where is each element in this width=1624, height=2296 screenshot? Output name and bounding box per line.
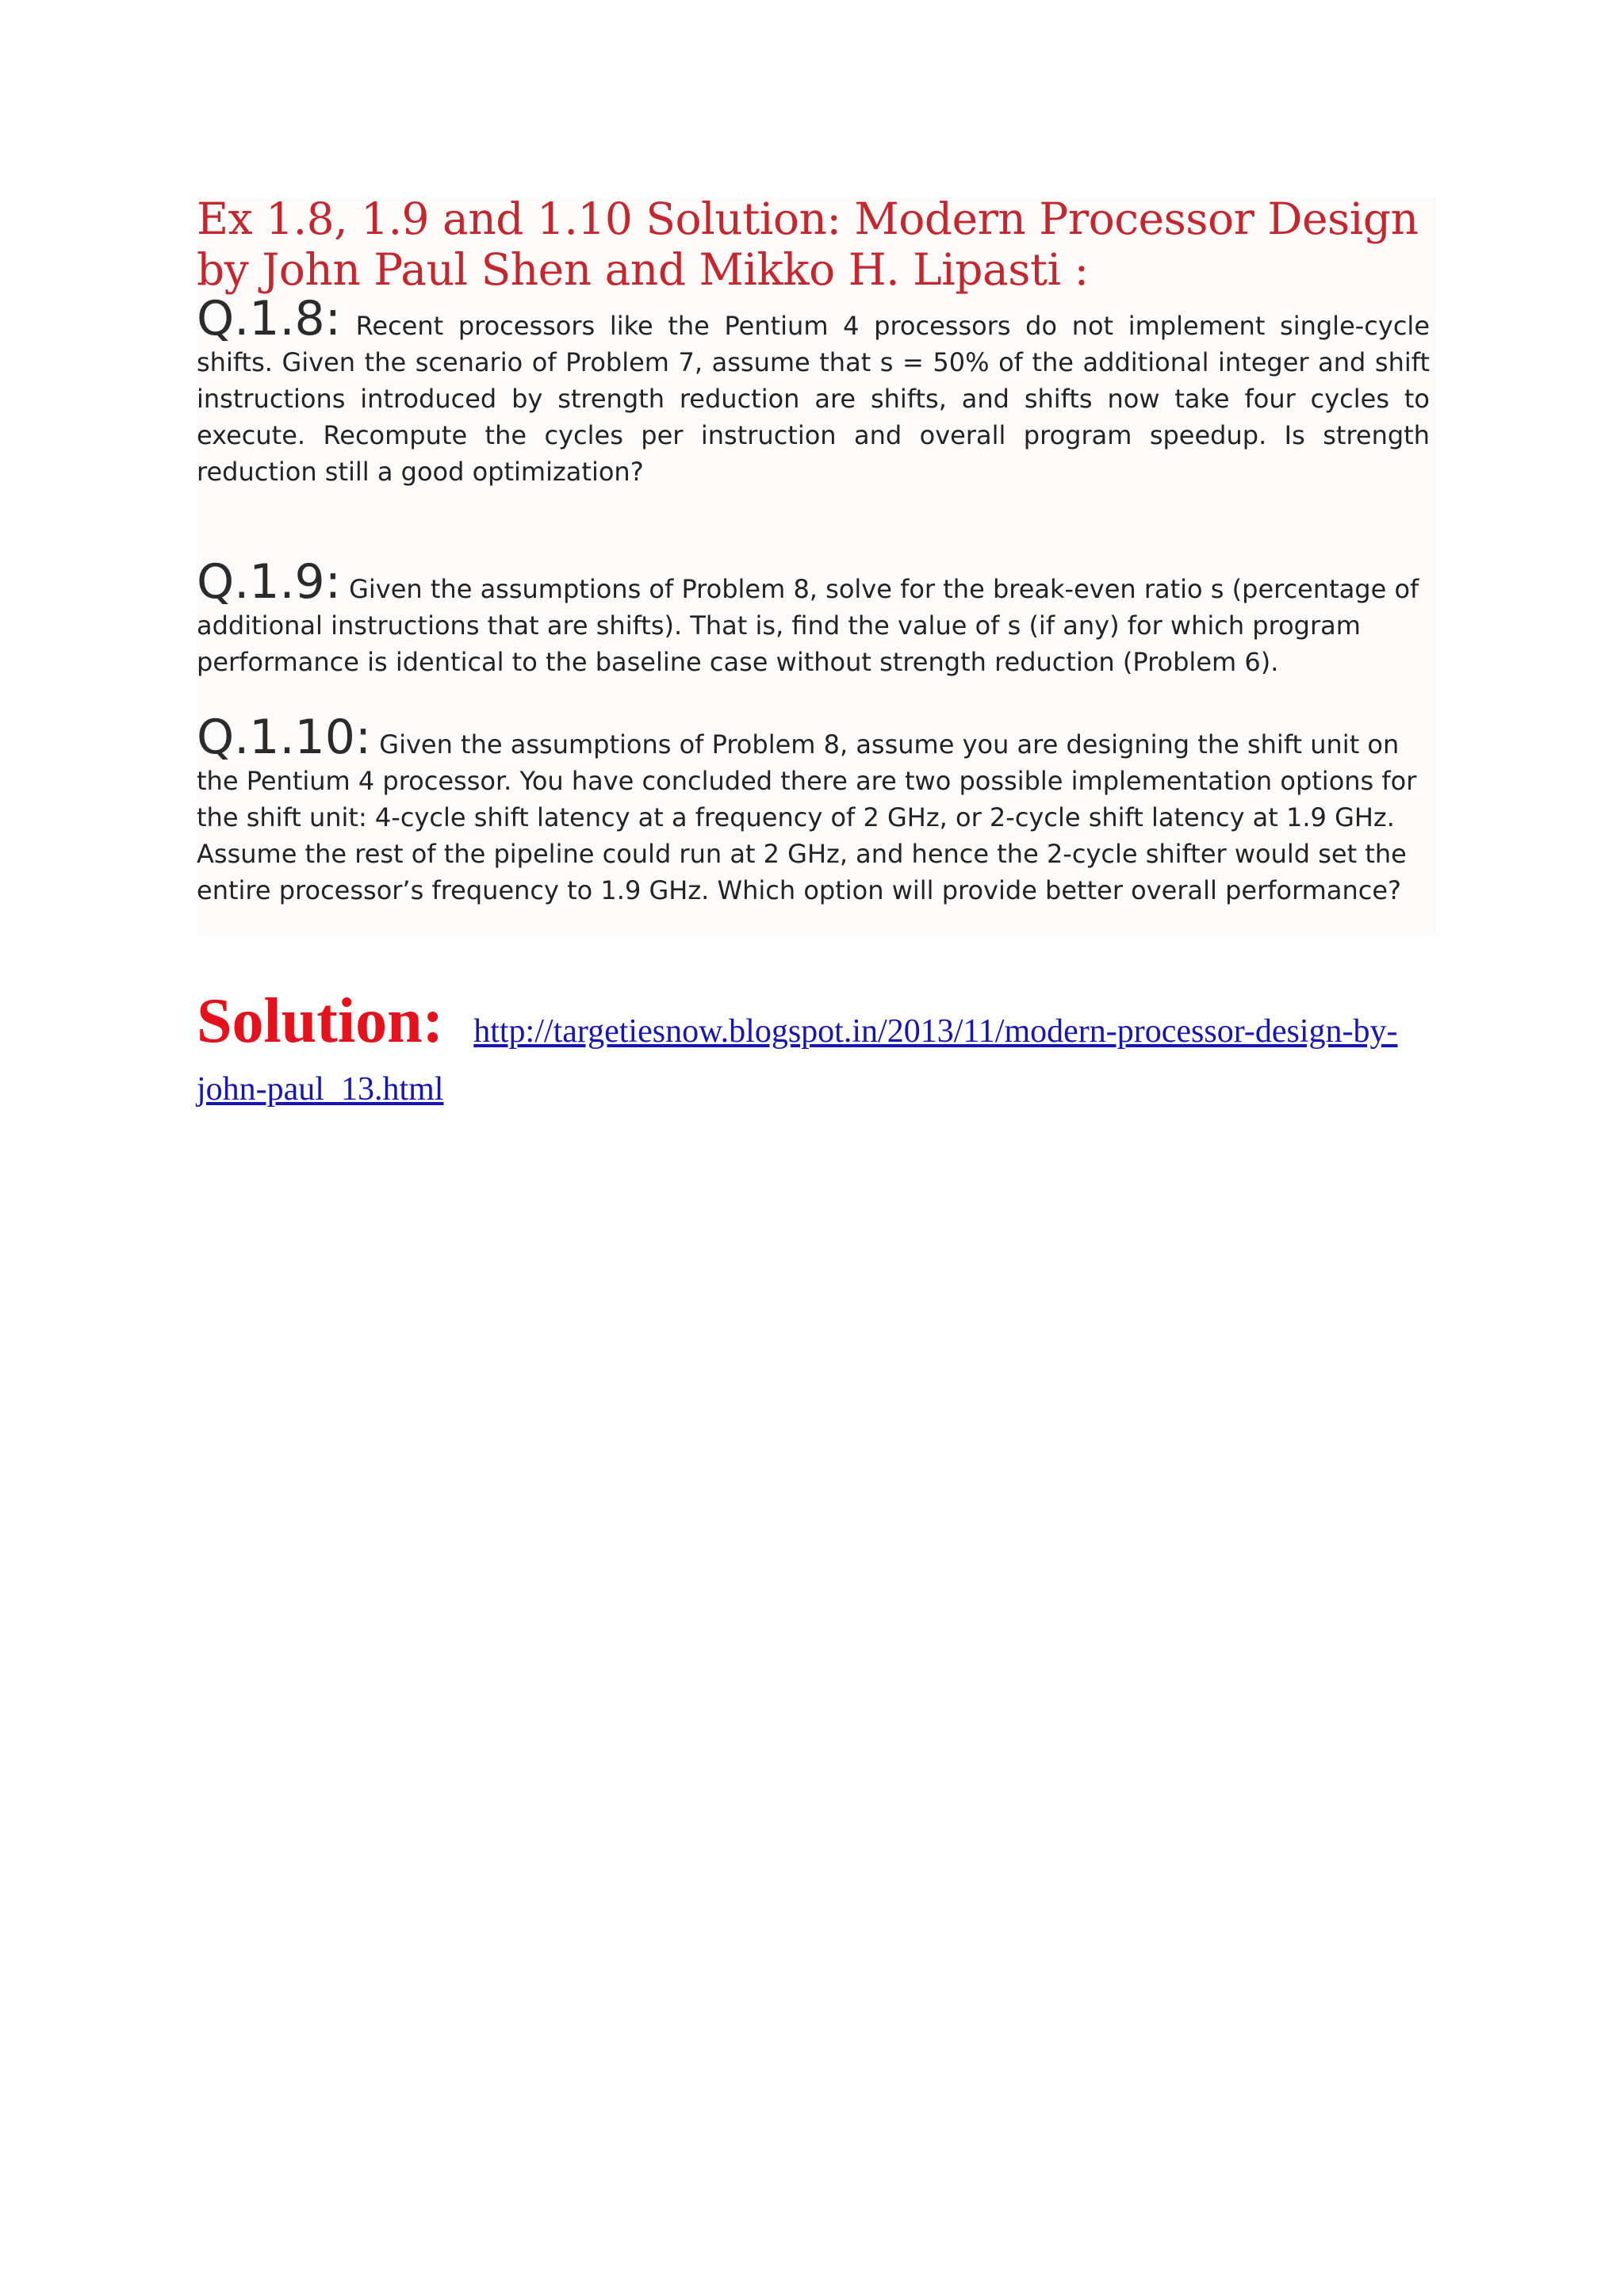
question-label: Q.1.8: — [197, 291, 341, 346]
question-text: Given the assumptions of Problem 8, assume you are designing the shift unit on the Pentium 4 processor. You have concluded there are two possible implementation options for the shift unit: 4-cycle shift latency at a frequency of 2 GHz, or 2-cycle shift latency at 1.9 GHz. Assume the rest of the pipeline could run at 2 GHz, and hence the 2-cycle shifter would set the entire processor’s frequency to 1.9 GHz. Which option will provide better overall performance? — [197, 729, 1417, 905]
question-1-9 — [197, 554, 1430, 680]
document-title: Ex 1.8, 1.9 and 1.10 Solution: Modern Processor Design by John Paul Shen and Mikko H. Lipasti : — [197, 193, 1419, 295]
document-content — [197, 193, 1430, 1135]
solution-label: Solution: — [197, 986, 444, 1056]
question-1-10 — [197, 710, 1430, 909]
solution-line — [197, 986, 1430, 1122]
question-label: Q.1.9: — [197, 554, 341, 610]
question-text: Recent processors like the Pentium 4 processors do not implement single-cycle shifts. Given the scenario of Problem 7, assume that s = 50% of the additional integer and shift instructions introduced by strength reduction are shifts, and shifts now take four cycles to execute. Recompute the cycles per instruction and overall program speedup. Is strength reduction still a good optimization? — [197, 311, 1430, 487]
solution-link[interactable]: http://targetiesnow.blogspot.in/2013/11/modern-processor-design-by-john-paul_13.html — [197, 1013, 1398, 1108]
question-1-8 — [197, 291, 1430, 490]
question-text: Given the assumptions of Problem 8, solve for the break-even ratio s (percentage of additional instructions that are shifts). That is, find the value of s (if any) for which program performance is identical to the baseline case without strength reduction (Problem 6). — [197, 574, 1419, 677]
question-label: Q.1.10: — [197, 710, 372, 765]
